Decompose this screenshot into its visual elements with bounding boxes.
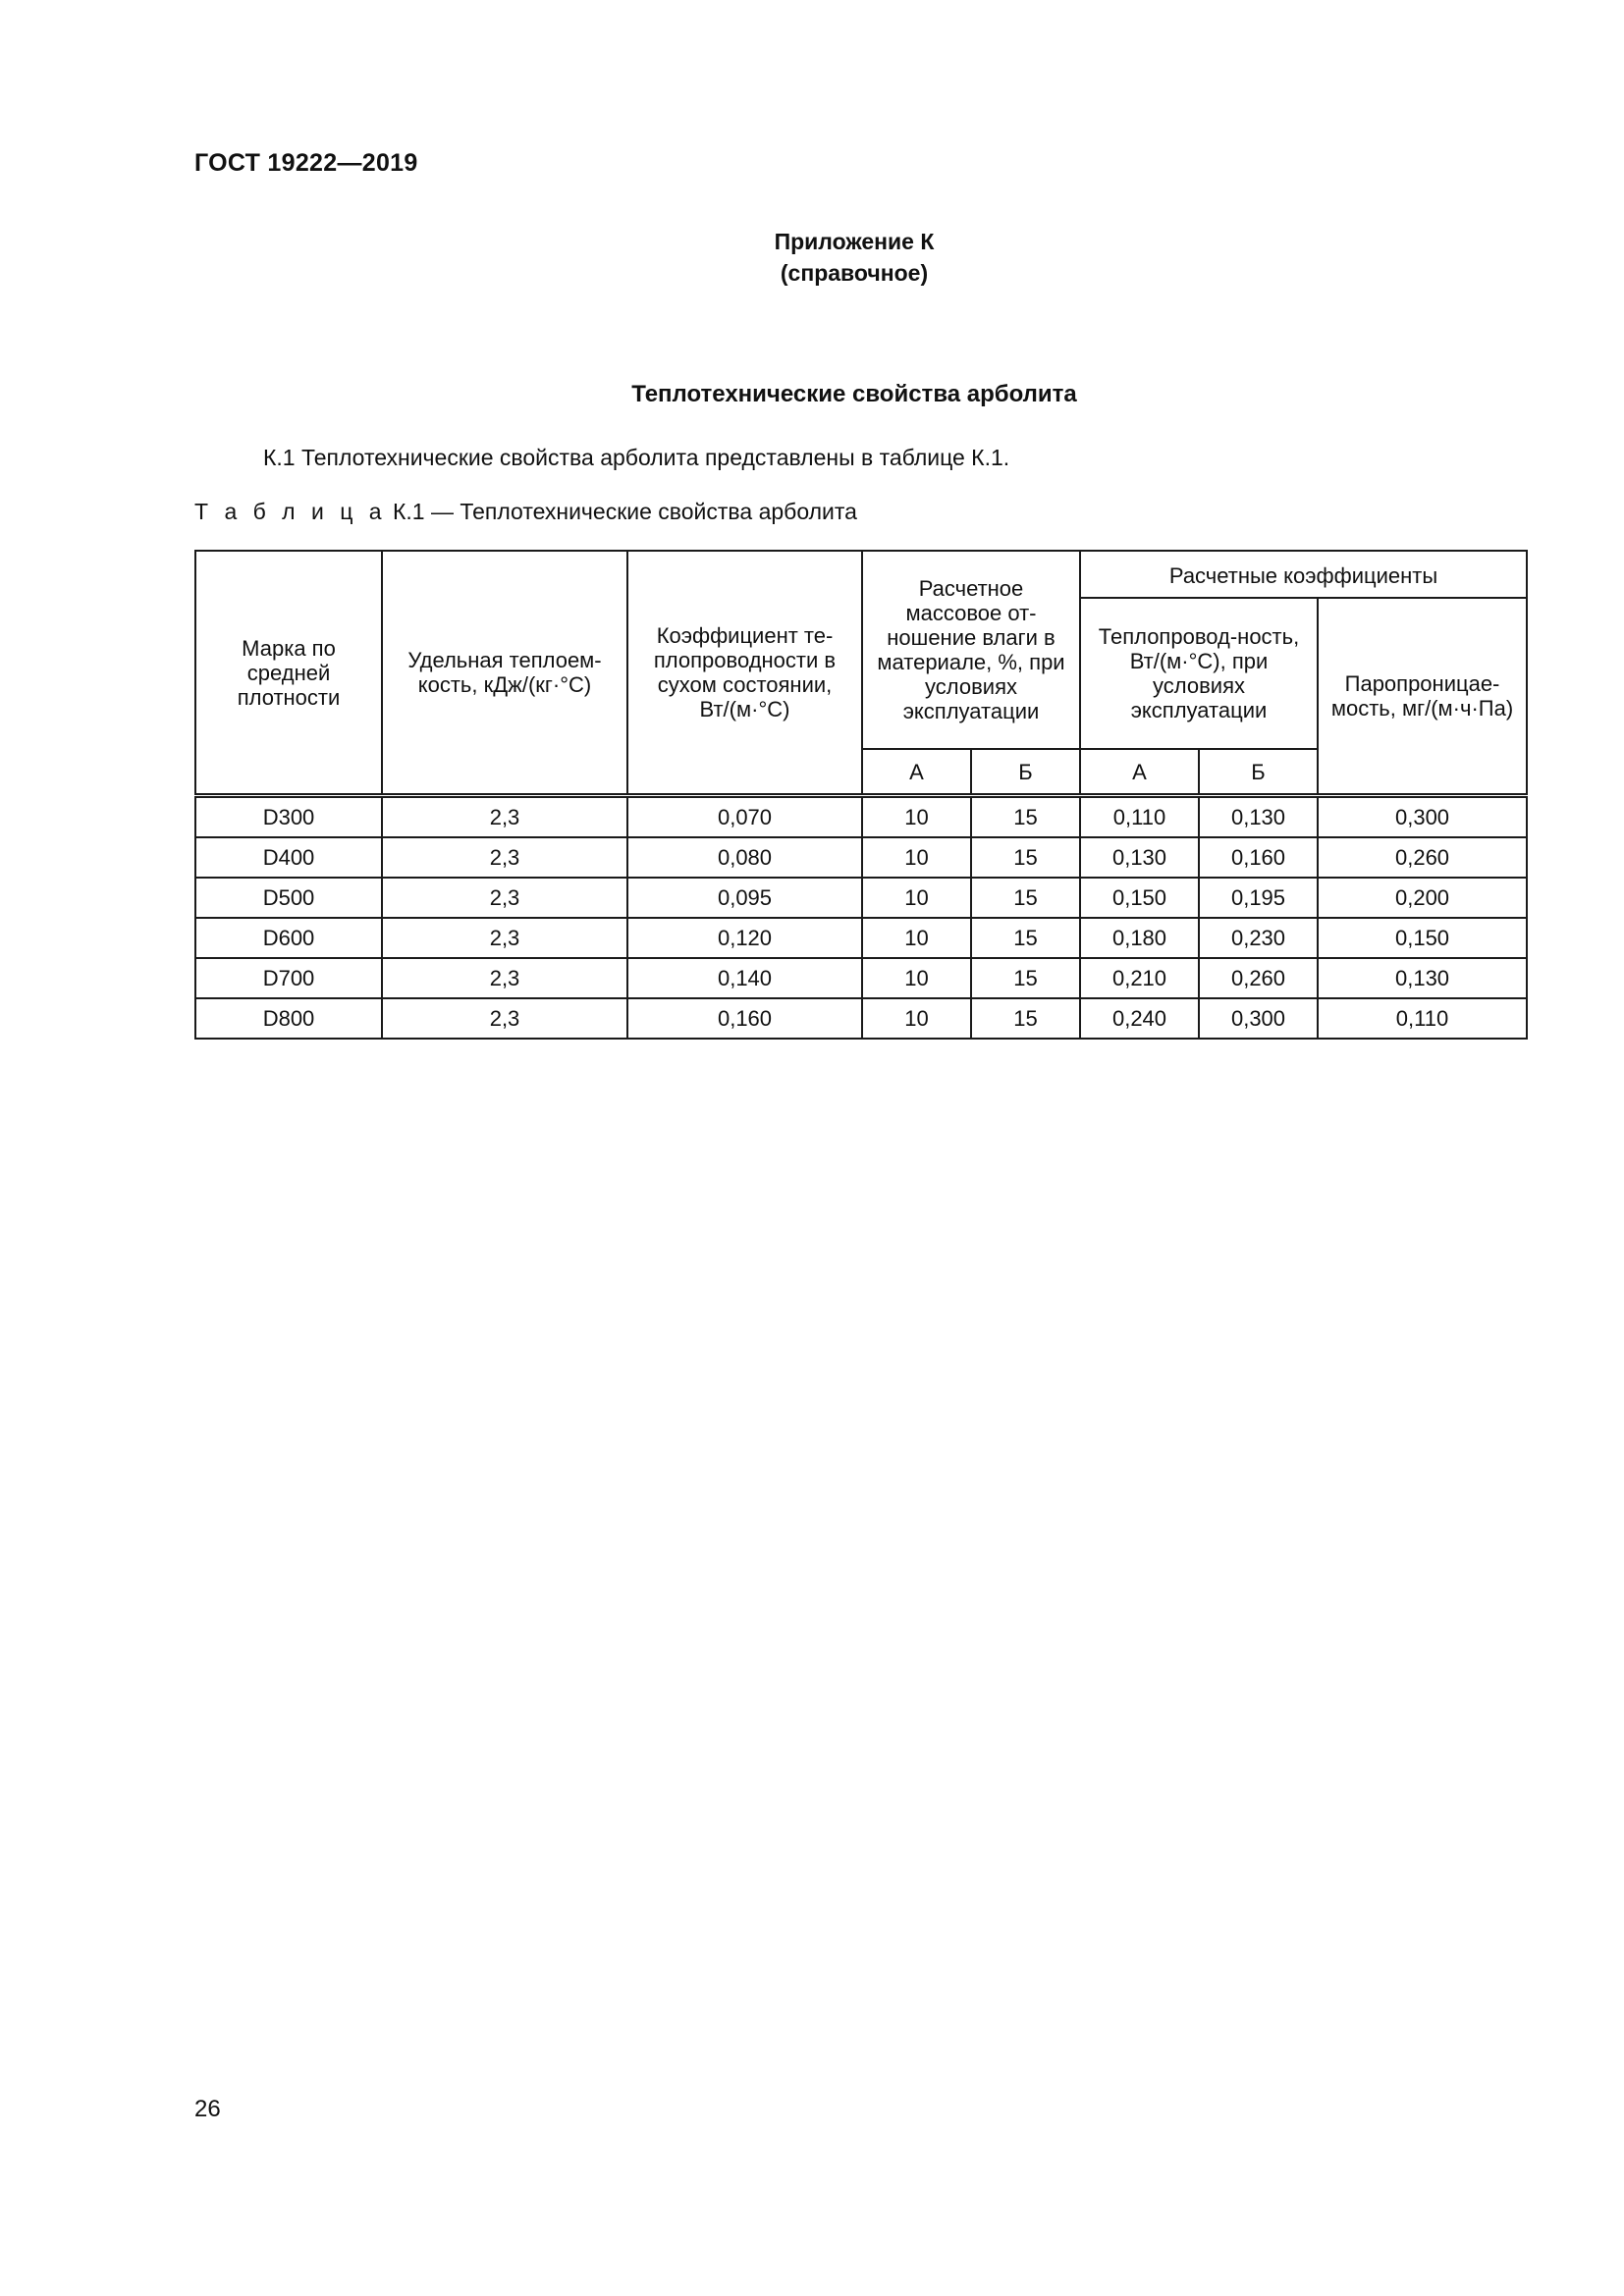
header-design-coefficients: Расчетные коэффициенты <box>1080 551 1527 598</box>
table-caption-prefix: Т а б л и ц а <box>194 499 387 524</box>
page-number: 26 <box>194 2096 221 2122</box>
cell-grade: D500 <box>195 878 382 918</box>
header-conductivity: Теплопровод-ность, Вт/(м·°С), при условиях эксплуатации <box>1080 598 1318 749</box>
cell-conductivity-b: 0,300 <box>1199 998 1318 1039</box>
cell-conductivity-b: 0,260 <box>1199 958 1318 998</box>
cell-vapor-permeability: 0,150 <box>1318 918 1527 958</box>
cell-conductivity-a: 0,240 <box>1080 998 1199 1039</box>
properties-table <box>194 550 1528 1040</box>
cell-grade: D400 <box>195 837 382 878</box>
table-row <box>195 878 1527 918</box>
cell-heat-capacity: 2,3 <box>382 796 627 838</box>
cell-heat-capacity: 2,3 <box>382 958 627 998</box>
cell-heat-capacity: 2,3 <box>382 878 627 918</box>
cell-moisture-a: 10 <box>862 837 971 878</box>
document-code: ГОСТ 19222—2019 <box>194 149 418 177</box>
header-moisture-a: А <box>862 749 971 796</box>
cell-moisture-a: 10 <box>862 958 971 998</box>
cell-grade: D300 <box>195 796 382 838</box>
cell-dry-conductivity: 0,095 <box>627 878 862 918</box>
header-moisture: Расчетное массовое от-ношение влаги в материале, %, при условиях эксплуатации <box>862 551 1080 749</box>
header-dry-conductivity: Коэффициент те-плопроводности в сухом состоянии, Вт/(м·°С) <box>627 551 862 796</box>
cell-heat-capacity: 2,3 <box>382 998 627 1039</box>
cell-vapor-permeability: 0,200 <box>1318 878 1527 918</box>
cell-dry-conductivity: 0,140 <box>627 958 862 998</box>
cell-conductivity-b: 0,160 <box>1199 837 1318 878</box>
table-row <box>195 837 1527 878</box>
cell-moisture-b: 15 <box>971 958 1080 998</box>
cell-conductivity-a: 0,130 <box>1080 837 1199 878</box>
header-conductivity-a: А <box>1080 749 1199 796</box>
cell-conductivity-a: 0,210 <box>1080 958 1199 998</box>
header-grade: Марка по средней плотности <box>195 551 382 796</box>
cell-conductivity-a: 0,110 <box>1080 796 1199 838</box>
cell-heat-capacity: 2,3 <box>382 918 627 958</box>
table-caption-text: К.1 — Теплотехнические свойства арболита <box>386 499 857 524</box>
cell-dry-conductivity: 0,160 <box>627 998 862 1039</box>
cell-dry-conductivity: 0,120 <box>627 918 862 958</box>
cell-conductivity-a: 0,150 <box>1080 878 1199 918</box>
section-title: Теплотехнические свойства арболита <box>631 381 1077 407</box>
annex-status: (справочное) <box>780 260 929 286</box>
cell-conductivity-b: 0,230 <box>1199 918 1318 958</box>
cell-moisture-b: 15 <box>971 837 1080 878</box>
cell-conductivity-b: 0,130 <box>1199 796 1318 838</box>
cell-moisture-b: 15 <box>971 998 1080 1039</box>
table-row <box>195 998 1527 1039</box>
cell-vapor-permeability: 0,300 <box>1318 796 1527 838</box>
cell-dry-conductivity: 0,080 <box>627 837 862 878</box>
cell-grade: D600 <box>195 918 382 958</box>
header-heat-capacity: Удельная теплоем-кость, кДж/(кг·°С) <box>382 551 627 796</box>
cell-vapor-permeability: 0,110 <box>1318 998 1527 1039</box>
cell-conductivity-b: 0,195 <box>1199 878 1318 918</box>
cell-moisture-b: 15 <box>971 878 1080 918</box>
cell-vapor-permeability: 0,130 <box>1318 958 1527 998</box>
cell-moisture-b: 15 <box>971 796 1080 838</box>
table-body <box>195 796 1527 1040</box>
header-conductivity-b: Б <box>1199 749 1318 796</box>
cell-moisture-a: 10 <box>862 878 971 918</box>
cell-conductivity-a: 0,180 <box>1080 918 1199 958</box>
header-moisture-b: Б <box>971 749 1080 796</box>
intro-paragraph: К.1 Теплотехнические свойства арболита представлены в таблице К.1. <box>263 445 1010 470</box>
cell-moisture-a: 10 <box>862 998 971 1039</box>
annex-heading <box>0 226 1624 289</box>
cell-moisture-a: 10 <box>862 918 971 958</box>
cell-grade: D800 <box>195 998 382 1039</box>
cell-grade: D700 <box>195 958 382 998</box>
cell-moisture-b: 15 <box>971 918 1080 958</box>
cell-vapor-permeability: 0,260 <box>1318 837 1527 878</box>
table-row <box>195 796 1527 838</box>
table-row <box>195 958 1527 998</box>
cell-dry-conductivity: 0,070 <box>627 796 862 838</box>
header-vapor-permeability: Паропроницае-мость, мг/(м·ч·Па) <box>1318 598 1527 796</box>
annex-title: Приложение К <box>774 229 935 254</box>
cell-moisture-a: 10 <box>862 796 971 838</box>
cell-heat-capacity: 2,3 <box>382 837 627 878</box>
table-caption <box>194 499 857 525</box>
table-row <box>195 918 1527 958</box>
